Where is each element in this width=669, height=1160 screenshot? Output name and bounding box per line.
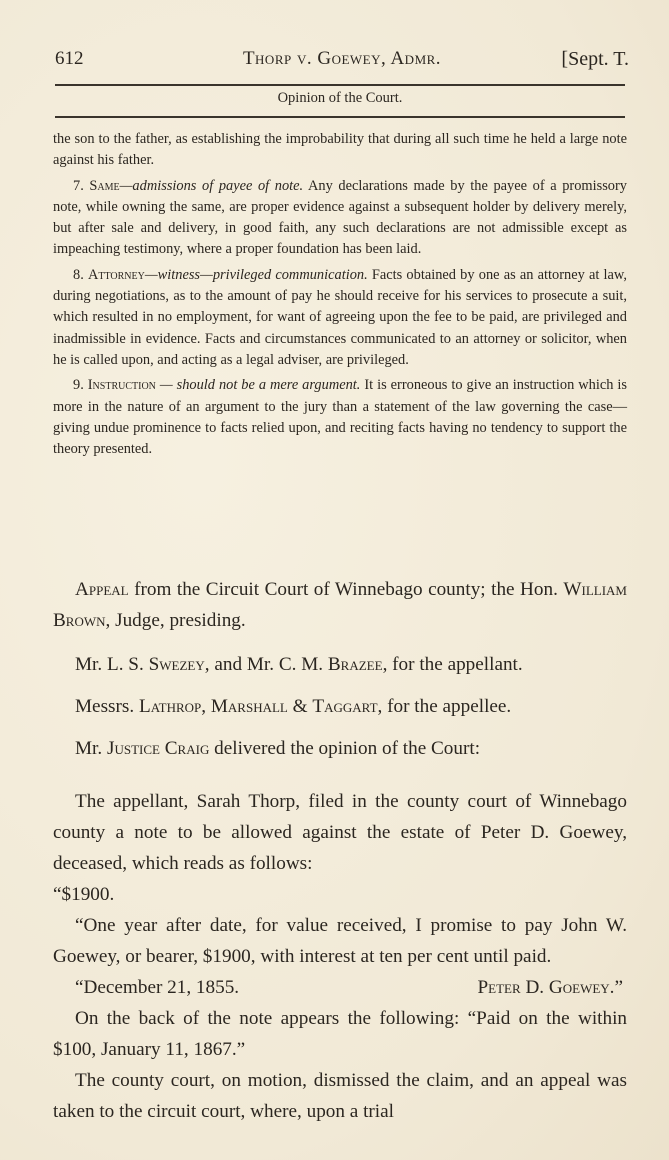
text: , for the appellant. — [382, 654, 523, 675]
headnote-topic: Instruction — [87, 377, 156, 394]
attorney-name: Lathrop — [138, 696, 202, 717]
opinion-text — [53, 786, 627, 1127]
text: , and Mr. C. M. — [204, 654, 328, 675]
headnote-7 — [53, 176, 627, 261]
note-signature: Peter D. Goewey.” — [477, 977, 623, 998]
headnote-9 — [53, 375, 627, 460]
headnote-text: Facts obtained by one as an attorney at law, during negotiations, as to the amount of pay he should receive for his services to prosecute a suit, which resulted in no employment, for want of agreeing upon the fee to be paid, are privileged and inadmissible in evidence. Facts and circumstances communicated to an attorney or solicitor, when he is called upon, and acting as a legal adviser, are privileged. — [53, 266, 627, 368]
opinion-delivered-by — [53, 733, 627, 764]
term-label: [Sept. T. — [561, 48, 629, 70]
appeal-text-end: , Judge, presiding. — [105, 610, 246, 631]
headnote-number: 7. — [73, 177, 84, 194]
section-subheading: Opinion of the Court. — [277, 90, 403, 106]
text: & — [287, 696, 313, 717]
attorney-name: Brazee — [327, 654, 383, 675]
opinion-paragraph: On the back of the note appears the following: “Paid on the within $100, January 11, 1867.” — [53, 1008, 627, 1060]
headnote-number: 9. — [73, 377, 84, 394]
text: , — [201, 696, 211, 717]
note-amount: “$1900. — [53, 884, 115, 905]
headnote-8 — [53, 265, 627, 371]
attorney-name: Swezey — [148, 654, 205, 675]
appeal-statement — [53, 574, 627, 636]
headnote-subtopic: — should not be a mere argument. — [155, 377, 361, 394]
page-number: 612 — [55, 48, 84, 69]
running-title: Thorp v. Goewey, Admr. — [242, 48, 442, 69]
attorney-name: Marshall — [210, 696, 288, 717]
headnote-text: Any declarations made by the payee of a promissory note, while owning the same, are proper evidence against a subsequent holder by delivery merely, but after sale and delivery, in good faith, any such declarations are not admissible except as impeaching testimony, where a proper foundation has been laid. — [53, 177, 627, 258]
note-date-signature — [53, 972, 627, 1003]
headnotes — [53, 129, 627, 460]
headnote-continuation: the son to the father, as establishing the improbability that during all such time he held a large note against his father. — [53, 131, 627, 169]
text: Mr. — [75, 738, 107, 759]
headnote-text: It is erroneous to give an instruction which is more in the nature of an argument to the jury than a statement of the law governing the case—giving undue prominence to facts relied upon, and reciting facts having no tendency to support the theory presented. — [53, 377, 627, 458]
appeal-text: from the Circuit Court of Winnebago county; the Hon. — [128, 579, 564, 600]
judge-name: William Brown — [53, 579, 627, 631]
opinion-paragraph: The county court, on motion, dismissed the claim, and an appeal was taken to the circuit court, where, upon a trial — [53, 1070, 627, 1122]
note-date: “December 21, 1855. — [75, 977, 240, 998]
running-header — [55, 48, 629, 76]
case-preamble — [53, 574, 627, 764]
appeal-lead: Appeal — [75, 579, 129, 600]
header-rule-top — [55, 84, 625, 86]
headnote-topic: Attorney — [87, 266, 145, 283]
justice-name: Justice Craig — [107, 738, 210, 759]
opinion-paragraph: The appellant, Sarah Thorp, filed in the county court of Winnebago county a note to be allowed against the estate of Peter D. Goewey, deceased, which reads as follows: — [53, 791, 627, 874]
counsel-appellant — [53, 649, 627, 680]
headnote-subtopic: —witness—privileged communication. — [144, 266, 368, 283]
note-body: “One year after date, for value received, I promise to pay John W. Goewey, or bearer, $1900, with interest at ten per cent until paid. — [53, 915, 627, 967]
text: Mr. L. S. — [75, 654, 149, 675]
text: delivered the opinion of the Court: — [209, 738, 481, 759]
attorney-name: Taggart — [312, 696, 378, 717]
text: Messrs. — [75, 696, 139, 717]
headnote-number: 8. — [73, 266, 84, 283]
headnote-topic: Same — [89, 177, 120, 194]
header-rule-bottom — [55, 116, 625, 118]
text: , for the appellee. — [377, 696, 512, 717]
counsel-appellee — [53, 691, 627, 722]
headnote-subtopic: —admissions of payee of note. — [119, 177, 304, 194]
